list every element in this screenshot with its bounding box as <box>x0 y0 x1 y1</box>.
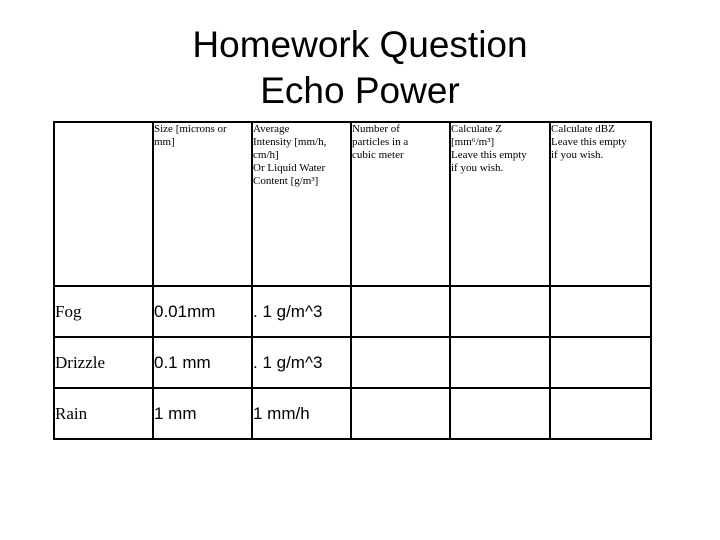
slide-title <box>0 22 720 114</box>
header-cell-size: Size [microns or mm] <box>153 122 252 286</box>
row-dbz <box>550 388 651 439</box>
row-size: 0.01mm <box>153 286 252 337</box>
row-particles <box>351 286 450 337</box>
title-line-1: Homework Question <box>192 24 528 65</box>
table-row-drizzle <box>54 337 651 388</box>
row-name: Drizzle <box>54 337 153 388</box>
row-name: Fog <box>54 286 153 337</box>
homework-table <box>53 121 652 440</box>
row-size: 1 mm <box>153 388 252 439</box>
row-dbz <box>550 286 651 337</box>
header-cell-particles: Number of particles in a cubic meter <box>351 122 450 286</box>
table-header-row <box>54 122 651 286</box>
row-name: Rain <box>54 388 153 439</box>
row-z <box>450 337 550 388</box>
row-intensity: 1 mm/h <box>252 388 351 439</box>
header-cell-calc-z: Calculate Z [mm⁶/m³] Leave this empty if you wish. <box>450 122 550 286</box>
row-particles <box>351 337 450 388</box>
row-particles <box>351 388 450 439</box>
header-cell-calc-dbz: Calculate dBZ Leave this empty if you wish. <box>550 122 651 286</box>
row-z <box>450 388 550 439</box>
row-intensity: . 1 g/m^3 <box>252 337 351 388</box>
row-intensity: . 1 g/m^3 <box>252 286 351 337</box>
header-cell-intensity: Average Intensity [mm/h, cm/h] Or Liquid Water Content [g/m³] <box>252 122 351 286</box>
table-row-fog <box>54 286 651 337</box>
title-line-2: Echo Power <box>260 70 460 111</box>
row-size: 0.1 mm <box>153 337 252 388</box>
row-dbz <box>550 337 651 388</box>
header-cell-empty <box>54 122 153 286</box>
table-row-rain <box>54 388 651 439</box>
row-z <box>450 286 550 337</box>
